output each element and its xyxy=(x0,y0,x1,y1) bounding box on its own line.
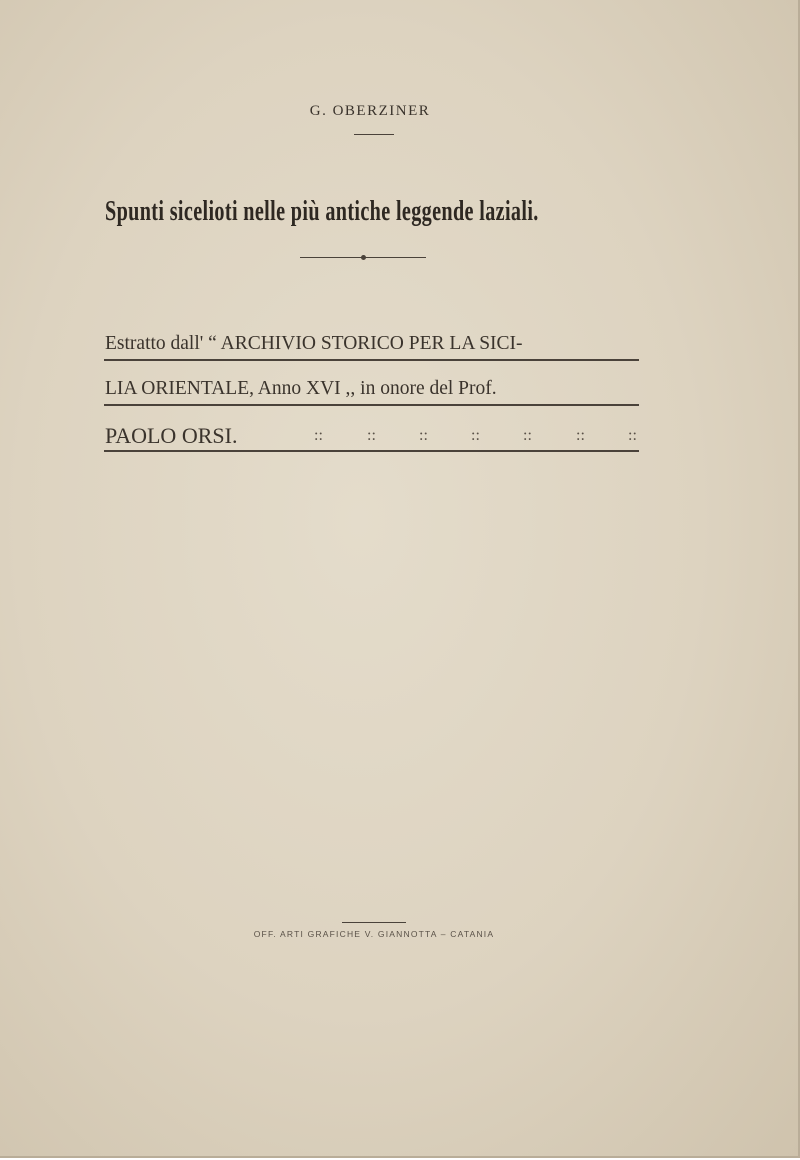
divider xyxy=(342,922,406,923)
extract-line-2: LIA ORIENTALE, Anno XVI ,, in onore del Prof. xyxy=(105,378,497,399)
title: Spunti sicelioti nelle più antiche leggende laziali. xyxy=(105,196,539,227)
printer-imprint: OFF. ARTI GRAFICHE V. GIANNOTTA – CATANIA xyxy=(253,929,495,939)
author: G. OBERZINER xyxy=(309,103,431,119)
underline xyxy=(104,450,639,452)
divider xyxy=(354,134,394,135)
dots: :: xyxy=(314,427,323,444)
dots: :: xyxy=(367,427,376,444)
underline xyxy=(104,359,639,361)
ornament-dot xyxy=(361,255,366,260)
dots: :: xyxy=(576,427,585,444)
underline xyxy=(104,404,639,406)
dots: :: xyxy=(523,427,532,444)
extract-line-1: Estratto dall' “ ARCHIVIO STORICO PER LA SICI- xyxy=(105,333,523,354)
extract-line-3: PAOLO ORSI. xyxy=(105,423,238,448)
dots: :: xyxy=(419,427,428,444)
dots: :: xyxy=(628,427,637,444)
dots: :: xyxy=(471,427,480,444)
